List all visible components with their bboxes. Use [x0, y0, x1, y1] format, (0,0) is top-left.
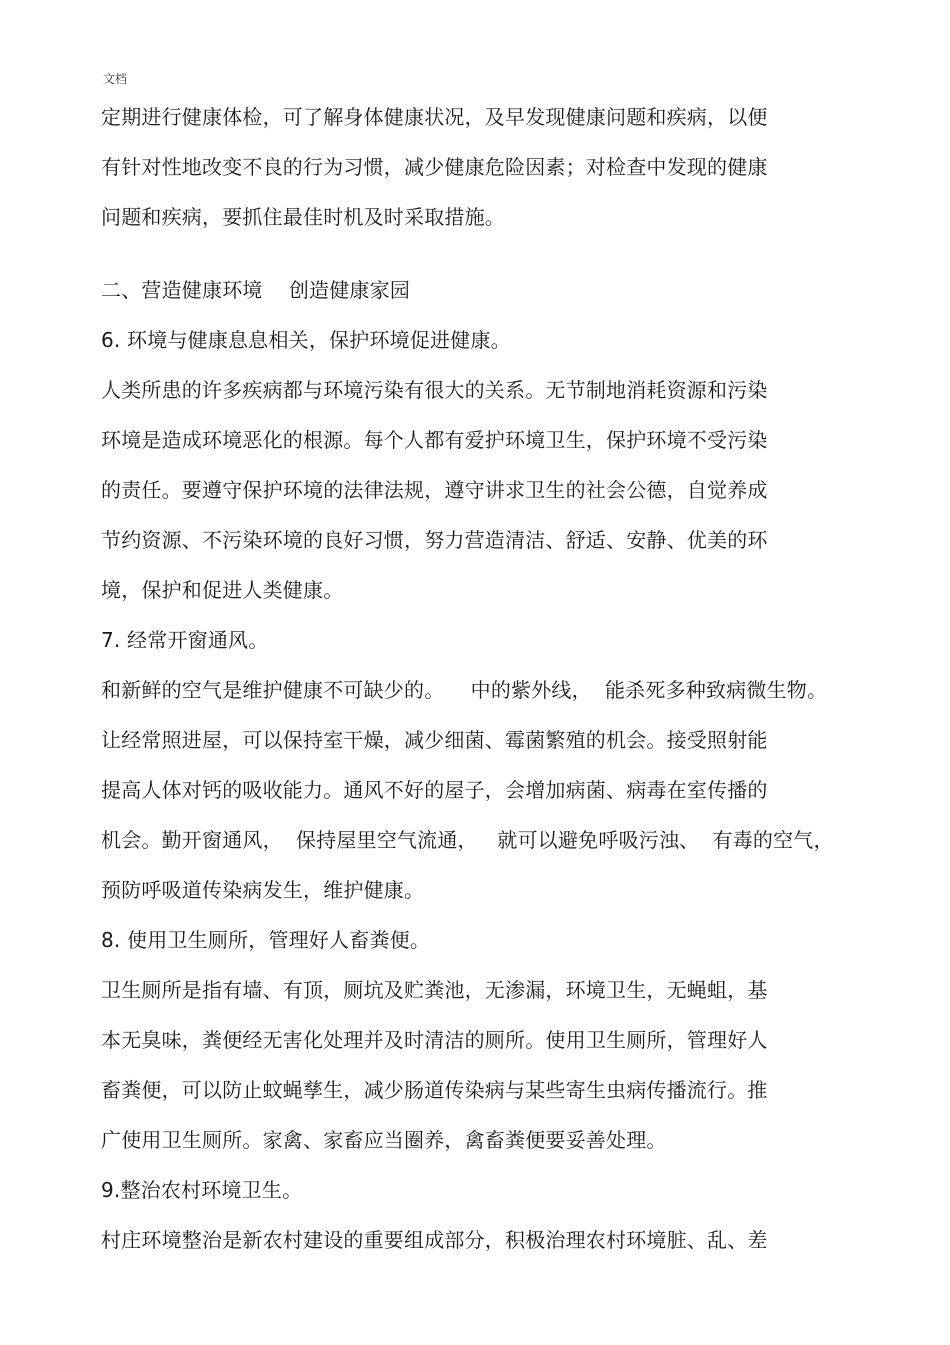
paragraph-line: 环境是造成环境恶化的根源。每个人都有爱护环境卫生，保护环境不受污染 [101, 428, 768, 452]
paragraph-line: 预防呼吸道传染病发生，维护健康。 [101, 878, 425, 902]
paragraph-line: 村庄环境整治是新农村建设的重要组成部分，积极治理农村环境脏、乱、差 [101, 1228, 768, 1252]
paragraph-line: 和新鲜的空气是维护健康不可缺少的。 中的紫外线， 能杀死多种致病微生物。 [101, 678, 828, 702]
paragraph-line: 本无臭味，粪便经无害化处理并及时清洁的厕所。使用卫生厕所，管理好人 [101, 1028, 768, 1052]
paragraph-line: 畜粪便，可以防止蚊蝇孳生，减少肠道传染病与某些寄生虫病传播流行。推 [101, 1078, 768, 1102]
section-heading: 二、营造健康环境 创造健康家园 [101, 278, 411, 302]
paragraph-line: 定期进行健康体检，可了解身体健康状况，及早发现健康问题和疾病，以便 [101, 105, 768, 129]
paragraph-line: 卫生厕所是指有墙、有顶，厕坑及贮粪池，无渗漏，环境卫生，无蝇蛆，基 [101, 978, 768, 1002]
paragraph-line: 人类所患的许多疾病都与环境污染有很大的关系。无节制地消耗资源和污染 [101, 378, 768, 402]
item-heading: 9.整治农村环境卫生。 [101, 1178, 303, 1202]
paragraph-line: 提高人体对钙的吸收能力。通风不好的屋子，会增加病菌、病毒在室传播的 [101, 778, 768, 802]
paragraph-line: 境，保护和促进人类健康。 [101, 578, 344, 602]
item-heading: 7. 经常开窗通风。 [101, 628, 269, 652]
item-heading: 6. 环境与健康息息相关，保护环境促进健康。 [101, 328, 511, 352]
paragraph-line: 机会。勤开窗通风， 保持屋里空气流通， 就可以避免呼吸污浊、 有毒的空气， [101, 828, 834, 852]
document-header-label: 文档 [103, 72, 128, 86]
paragraph-line: 让经常照进屋，可以保持室干燥，减少细菌、霉菌繁殖的机会。接受照射能 [101, 728, 768, 752]
paragraph-line: 广使用卫生厕所。家禽、家畜应当圈养，禽畜粪便要妥善处理。 [101, 1128, 667, 1152]
paragraph-line: 的责任。要遵守保护环境的法律法规，遵守讲求卫生的社会公德，自觉养成 [101, 478, 768, 502]
paragraph-line: 节约资源、不污染环境的良好习惯，努力营造清洁、舒适、安静、优美的环 [101, 528, 768, 552]
paragraph-line: 问题和疾病，要抓住最佳时机及时采取措施。 [101, 205, 505, 229]
item-heading: 8. 使用卫生厕所，管理好人畜粪便。 [101, 928, 431, 952]
paragraph-line: 有针对性地改变不良的行为习惯，减少健康危险因素；对检查中发现的健康 [101, 155, 768, 179]
